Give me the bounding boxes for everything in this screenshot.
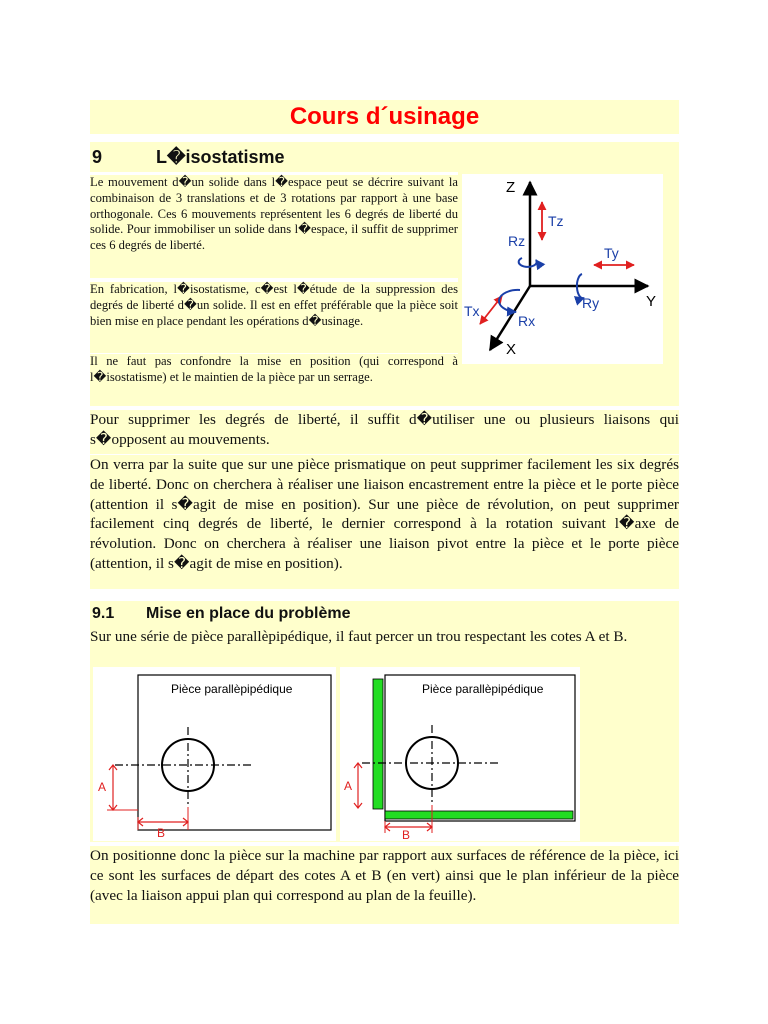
page-title: Cours d´usinage [90, 100, 679, 134]
figure-2-dim-a: A [344, 779, 353, 793]
z-label: Z [506, 179, 516, 196]
tz-label: Tz [548, 213, 564, 229]
intro-paragraph-3: Il ne faut pas confondre la mise en position (qui correspond à l�isostatisme) et le maintien de la pièce par un serrage. [90, 354, 458, 406]
intro-paragraph-1: Le mouvement d�un solide dans l�espace peut se décrire suivant la combinaison de 3 translations et de 3 rotations par rapport à une base orthogonale. Ces 6 mouvements représentent les 6 degrés de liberté du solide. Pour immobiliser un solide dans l�espace, il suffit de supprimer ces 6 degrés de liberté. [90, 175, 458, 278]
subsection-title: Mise en place du problème [146, 605, 351, 622]
figure-1-label: Pièce parallèpipédique [171, 682, 293, 696]
figure-part-references [340, 667, 580, 841]
subsection-paragraph: Sur une série de pièce parallèpipédique, il faut percer un trou respectant les cotes A et B. [90, 627, 679, 667]
subsection-number: 9.1 [92, 605, 115, 622]
y-label: Y [646, 293, 657, 310]
reference-surface-bottom [385, 811, 573, 819]
section-number: 9 [92, 147, 103, 167]
body-paragraph-1: Pour supprimer les degrés de liberté, il suffit d�utiliser une ou plusieurs liaisons qui s�opposent au mouvements. [90, 410, 679, 454]
intro-paragraph-2: En fabrication, l�isostatisme, c�est l�étude de la suppression des degrés de liberté d�un solide. Il est en effet préférable que la pièce soit bien mise en place pendant les opérations d�usinage. [90, 282, 458, 353]
ry-label: Ry [582, 295, 600, 311]
rz-label: Rz [508, 233, 526, 249]
section-title: L�isostatisme [156, 147, 285, 167]
figure-1-dim-b: B [157, 826, 166, 840]
reference-surface-left [373, 679, 383, 809]
figure-2-dim-b: B [402, 828, 411, 841]
subsection-heading [90, 601, 679, 627]
ty-label: Ty [604, 245, 619, 261]
figure-part [93, 667, 336, 841]
figure-2-label: Pièce parallèpipédique [422, 682, 544, 696]
axes-diagram [462, 174, 663, 364]
x-label: X [506, 341, 517, 358]
closing-paragraph: On positionne donc la pièce sur la machine par rapport aux surfaces de référence de la pièce, ici ce sont les surfaces de départ des cotes A et B (en vert) ainsi que le plan inférieur de la pièce (avec la liaison appui plan qui correspond au plan de la feuille). [90, 846, 679, 924]
rx-label: Rx [518, 313, 536, 329]
tx-label: Tx [464, 303, 480, 319]
figure-1-dim-a: A [98, 780, 107, 794]
body-paragraph-2: On verra par la suite que sur une pièce prismatique on peut supprimer facilement les six degrés de liberté. Donc on cherchera à réaliser une liaison encastrement entre la pièce et le porte pièce (attention il s�agit de mise en position). Sur une pièce de révolution, on peut supprimer facilement cinq degrés de liberté, le dernier correspond à la rotation suivant l�axe de révolution. Donc on cherchera à réaliser une liaison pivot entre la pièce et le porte pièce (attention, il s�agit de mise en position). [90, 455, 679, 589]
